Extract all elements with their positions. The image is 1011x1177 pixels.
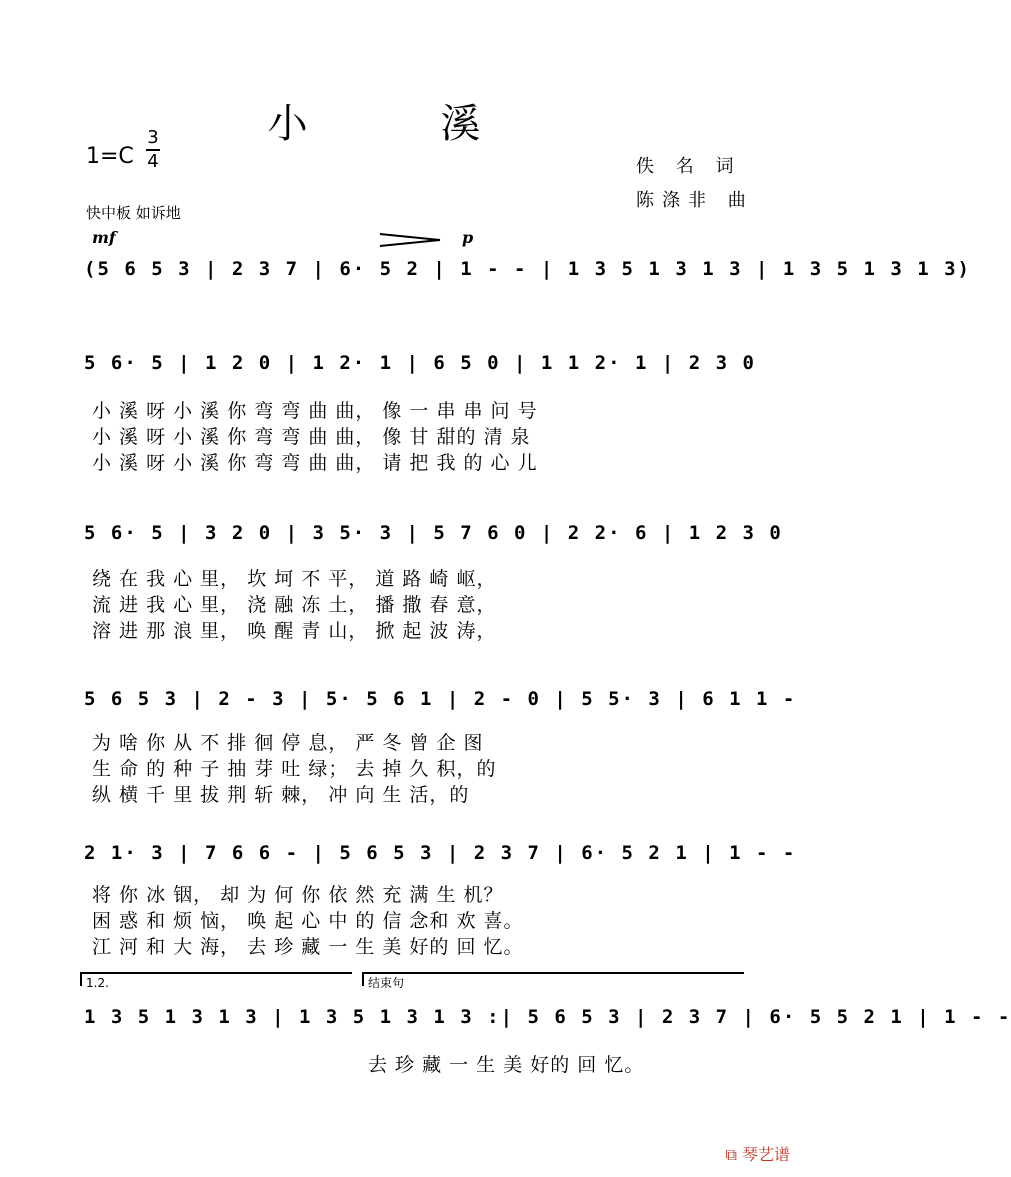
- lyric-line-4-1: 为 啥 你 从 不 排 徊 停 息， 严 冬 曾 企 图: [92, 732, 484, 754]
- dynamic-mf: mf: [92, 228, 116, 247]
- lyric-line-2-3: 小 溪 呀 小 溪 你 弯 弯 曲 曲， 请 把 我 的 心 儿: [92, 452, 538, 474]
- volta-final-ending: [362, 972, 744, 990]
- notes-system-5: 2 1· 3 | 7 6 6 - | 5 6 5 3 | 2 3 7 | 6· 5 2 1 | 1 - -: [84, 842, 797, 864]
- watermark-text: 琴艺谱: [741, 1145, 790, 1164]
- lyric-line-5-2: 困 惑 和 烦 恼， 唤 起 心 中 的 信 念和 欢 喜。: [92, 910, 524, 932]
- watermark-icon: ⧉: [725, 1145, 737, 1164]
- key-signature: 1=C: [86, 144, 134, 169]
- notes-system-2: 5 6· 5 | 1 2 0 | 1 2· 1 | 6 5 0 | 1 1 2· 1 | 2 3 0: [84, 352, 756, 374]
- watermark-logo: [725, 1142, 790, 1165]
- tempo-marking: 快中板 如诉地: [86, 204, 181, 222]
- lyric-line-4-2: 生 命 的 种 子 抽 芽 吐 绿； 去 掉 久 积，的: [92, 758, 497, 780]
- staff-system-1: [84, 252, 971, 292]
- lyric-line-3-3: 溶 进 那 浪 里， 唤 醒 青 山， 掀 起 波 涛，: [92, 620, 497, 642]
- lyric-line-5-1: 将 你 冰 铟， 却 为 何 你 依 然 充 满 生 机？: [92, 884, 504, 906]
- lyric-line-2-2: 小 溪 呀 小 溪 你 弯 弯 曲 曲， 像 甘 甜的 清 泉: [92, 426, 531, 448]
- notes-system-4: 5 6 5 3 | 2 - 3 | 5· 5 6 1 | 2 - 0 | 5 5· 3 | 6 1 1 -: [84, 688, 797, 710]
- lyric-line-3-2: 流 进 我 心 里， 浇 融 冻 土， 播 撒 春 意，: [92, 594, 497, 616]
- lyric-line-6-1: 去 珍 藏 一 生 美 好的 回 忆。: [368, 1054, 645, 1076]
- notes-system-1: (5 6 5 3 | 2 3 7 | 6· 5 2 | 1 - - | 1 3 5 1 3 1 3 | 1 3 5 1 3 1 3): [84, 258, 971, 280]
- lyric-line-5-3: 江 河 和 大 海， 去 珍 藏 一 生 美 好的 回 忆。: [92, 936, 524, 958]
- meter-bottom: 4: [147, 151, 159, 172]
- lyric-line-4-3: 纵 横 千 里 拔 荆 斩 棘， 冲 向 生 活，的: [92, 784, 470, 806]
- staff-system-2: [84, 346, 756, 386]
- lyricist-credit: 佚 名 词: [636, 156, 742, 177]
- meter-top: 3: [147, 127, 159, 148]
- notes-system-3: 5 6· 5 | 3 2 0 | 3 5· 3 | 5 7 6 0 | 2 2· 6 | 1 2 3 0: [84, 522, 783, 544]
- lyric-line-2-1: 小 溪 呀 小 溪 你 弯 弯 曲 曲， 像 一 串 串 问 号: [92, 400, 538, 422]
- staff-system-5: [84, 836, 797, 876]
- composer-credit: 陈涤非 曲: [636, 190, 754, 211]
- staff-system-3: [84, 516, 783, 556]
- volta-first-ending: [80, 972, 352, 990]
- volta-first-label: 1.2.: [86, 976, 109, 990]
- volta-final-label: 结束句: [368, 976, 405, 990]
- lyric-line-3-1: 绕 在 我 心 里， 坎 坷 不 平， 道 路 崎 岖，: [92, 568, 497, 590]
- staff-system-4: [84, 682, 797, 722]
- dynamic-p: p: [462, 228, 474, 247]
- time-signature: [146, 128, 160, 172]
- notes-system-6: 1 3 5 1 3 1 3 | 1 3 5 1 3 1 3 :| 5 6 5 3 | 2 3 7 | 6· 5 5 2 1 | 1 - -: [84, 1006, 1011, 1028]
- song-title: 小 溪: [267, 101, 541, 147]
- staff-system-6: [84, 1000, 1011, 1040]
